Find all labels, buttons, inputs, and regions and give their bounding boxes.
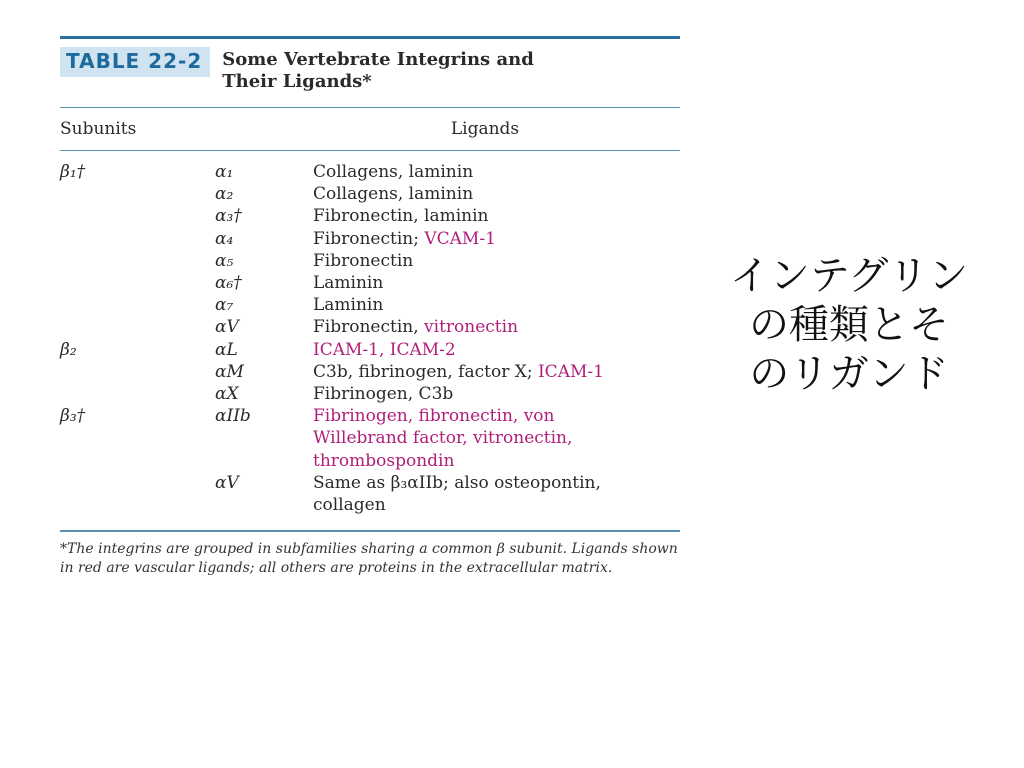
table-row	[60, 161, 680, 183]
beta-subunit: β₂	[60, 339, 77, 360]
table-footnote: *The integrins are grouped in subfamilies sharing a common β subunit. Ligands shown in red are vascular ligands; all others are proteins in the extracellular matrix.	[60, 541, 678, 577]
vascular-ligand: thrombospondin	[313, 450, 455, 471]
table-title-line-2: Their Ligands*	[222, 71, 372, 92]
table-row	[60, 294, 680, 316]
table-row	[60, 228, 680, 250]
matrix-ligand: Same as β₃αIIb; also osteopontin,	[313, 472, 601, 493]
alpha-subunit: α₁	[215, 162, 234, 182]
table-row	[60, 383, 680, 405]
beta-subunit	[60, 383, 215, 405]
column-headers	[60, 108, 680, 150]
matrix-ligand: Laminin	[313, 273, 384, 294]
column-header-subunits: Subunits	[60, 119, 137, 139]
ligand-cell	[313, 383, 680, 405]
alpha-subunit: αX	[215, 384, 239, 405]
beta-subunit	[60, 294, 215, 316]
alpha-subunit: α₄	[215, 228, 234, 249]
table-row	[60, 494, 680, 516]
table-row	[60, 450, 680, 472]
vascular-ligand: Willebrand factor, vitronectin,	[313, 428, 573, 449]
table-title-row	[60, 39, 680, 107]
ligand-cell	[313, 205, 680, 227]
vascular-ligand: vitronectin	[424, 317, 519, 338]
alpha-subunit: αM	[215, 361, 244, 382]
ligand-cell	[313, 494, 680, 516]
table-title-line-1: Some Vertebrate Integrins and	[222, 49, 534, 70]
beta-subunit	[60, 205, 215, 227]
beta-subunit	[60, 494, 215, 516]
ligand-cell	[313, 316, 680, 338]
caption-line-1: インテグリン	[729, 253, 969, 299]
ligand-cell	[313, 339, 680, 361]
ligand-cell	[313, 427, 680, 449]
ligand-cell	[313, 294, 680, 316]
matrix-ligand: Laminin	[313, 295, 384, 316]
integrin-table	[60, 36, 680, 578]
beta-subunit	[60, 272, 215, 294]
beta-subunit	[60, 316, 215, 338]
beta-subunit	[60, 427, 215, 449]
table-row	[60, 472, 680, 494]
beta-subunit	[60, 472, 215, 494]
ligand-cell	[313, 405, 680, 427]
caption-line-2: の種類とそ	[749, 302, 949, 348]
ligand-cell	[313, 472, 680, 494]
table-row	[60, 205, 680, 227]
table-row	[60, 316, 680, 338]
vascular-ligand: ICAM-1, ICAM-2	[313, 339, 456, 360]
japanese-caption	[724, 252, 974, 399]
matrix-ligand: Collagens, laminin	[313, 162, 474, 182]
beta-subunit	[60, 450, 215, 472]
caption-line-3: のリガンド	[749, 351, 949, 397]
table-row	[60, 339, 680, 361]
table-row	[60, 361, 680, 383]
table-row	[60, 405, 680, 427]
alpha-subunit: α₆†	[215, 273, 242, 294]
alpha-subunit: αIIb	[215, 406, 251, 427]
alpha-subunit	[215, 450, 313, 472]
vascular-ligand: VCAM-1	[424, 228, 496, 249]
ligand-cell	[313, 161, 680, 183]
vascular-ligand: Fibrinogen, fibronectin, von	[313, 406, 555, 427]
ligand-cell	[313, 361, 680, 383]
alpha-subunit: α₃†	[215, 206, 242, 227]
matrix-ligand: Collagens, laminin	[313, 184, 474, 205]
table-row	[60, 250, 680, 272]
alpha-subunit	[215, 494, 313, 516]
matrix-ligand: Fibronectin;	[313, 228, 425, 249]
matrix-ligand: Fibronectin,	[313, 317, 425, 338]
matrix-ligand: collagen	[313, 495, 386, 516]
column-header-ligands: Ligands	[450, 119, 520, 139]
alpha-subunit: α₇	[215, 295, 234, 316]
beta-subunit	[60, 228, 215, 250]
ligand-cell	[313, 228, 680, 250]
ligand-cell	[313, 183, 680, 205]
alpha-subunit	[215, 427, 313, 449]
alpha-subunit: αV	[215, 472, 239, 493]
matrix-ligand: C3b, fibrinogen, factor X;	[313, 361, 538, 382]
ligand-cell	[313, 250, 680, 272]
table-row	[60, 272, 680, 294]
beta-subunit: β₃†	[60, 406, 86, 427]
table-number-label: TABLE 22-2	[60, 47, 210, 77]
matrix-ligand: Fibronectin	[313, 250, 414, 271]
table-row	[60, 427, 680, 449]
beta-subunit	[60, 250, 215, 272]
beta-subunit	[60, 183, 215, 205]
table-body	[60, 151, 680, 530]
table-title	[222, 49, 534, 93]
alpha-subunit: α₅	[215, 250, 234, 271]
ligand-cell	[313, 450, 680, 472]
matrix-ligand: Fibronectin, laminin	[313, 206, 489, 227]
alpha-subunit: αV	[215, 317, 239, 338]
beta-subunit: β₁†	[60, 162, 86, 182]
table-row	[60, 183, 680, 205]
alpha-subunit: αL	[215, 339, 238, 360]
beta-subunit	[60, 361, 215, 383]
ligand-cell	[313, 272, 680, 294]
vascular-ligand: ICAM-1	[537, 361, 604, 382]
matrix-ligand: Fibrinogen, C3b	[313, 384, 454, 405]
alpha-subunit: α₂	[215, 184, 234, 205]
